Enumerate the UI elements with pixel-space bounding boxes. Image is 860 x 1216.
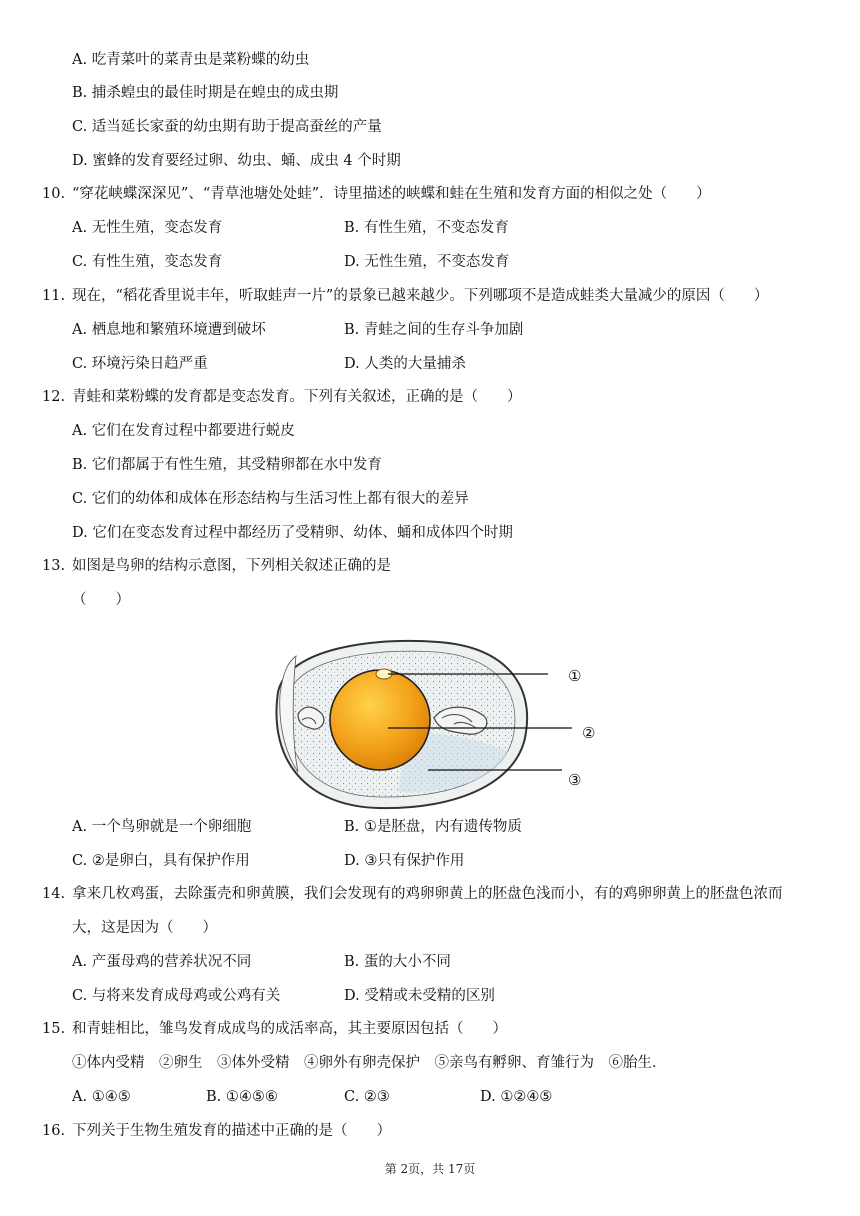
q9-option-b: B. 捕杀蝗虫的最佳时期是在蝗虫的成虫期 xyxy=(72,85,339,101)
q16-stem: 下列关于生物生殖发育的描述中正确的是（ ） xyxy=(72,1123,391,1139)
q15-stem: 和青蛙相比，雏鸟发育成成鸟的成活率高，其主要原因包括（ ） xyxy=(72,1021,507,1037)
page-footer: 第 2页，共 17页 xyxy=(384,1162,476,1176)
q12-option-b: B. 它们都属于有性生殖，其受精卵都在水中发育 xyxy=(72,457,382,473)
q15-option-b: B. ①④⑤⑥ xyxy=(206,1089,278,1105)
q13-option-b: B. ①是胚盘，内有遗传物质 xyxy=(344,819,522,835)
q13-number: 13. xyxy=(42,558,66,574)
q15-option-a: A. ①④⑤ xyxy=(72,1089,131,1105)
q10-option-b: B. 有性生殖，不变态发育 xyxy=(344,220,509,236)
q12-option-c: C. 它们的幼体和成体在形态结构与生活习性上都有很大的差异 xyxy=(72,491,469,507)
q10-option-d: D. 无性生殖，不变态发育 xyxy=(344,254,510,270)
q11-option-b: B. 青蛙之间的生存斗争加剧 xyxy=(344,322,524,338)
q11-option-d: D. 人类的大量捕杀 xyxy=(344,356,466,372)
q13-stem: 如图是鸟卵的结构示意图，下列相关叙述正确的是 xyxy=(72,558,391,574)
q12-number: 12. xyxy=(42,389,66,405)
q12-option-d: D. 它们在变态发育过程中都经历了受精卵、幼体、蛹和成体四个时期 xyxy=(72,525,513,541)
q11-number: 11. xyxy=(42,288,66,304)
q14-option-c: C. 与将来发育成母鸡或公鸡有关 xyxy=(72,988,281,1004)
q15-items: ①体内受精 ②卵生 ③体外受精 ④卵外有卵壳保护 ⑤亲鸟有孵卵、育雏行为 ⑥胎生． xyxy=(72,1055,667,1071)
diagram-label-2: ② xyxy=(582,724,596,742)
q11-stem: 现在，“稻花香里说丰年，听取蛙声一片”的景象已越来越少。下列哪项不是造成蛙类大量减少的原因（ ） xyxy=(72,288,769,304)
diagram-label-3: ③ xyxy=(568,771,582,789)
q9-option-a: A. 吃青菜叶的菜青虫是菜粉蝶的幼虫 xyxy=(72,52,310,68)
q15-option-c: C. ②③ xyxy=(344,1089,390,1105)
q14-option-a: A. 产蛋母鸡的营养状况不同 xyxy=(72,954,252,970)
q10-option-c: C. 有性生殖，变态发育 xyxy=(72,254,223,270)
q14-option-b: B. 蛋的大小不同 xyxy=(344,954,451,970)
q11-option-c: C. 环境污染日趋严重 xyxy=(72,356,208,372)
bird-egg-diagram xyxy=(258,632,598,814)
q10-stem: “穿花峡蝶深深见”、“青草池塘处处蛙”．诗里描述的峡蝶和蛙在生殖和发育方面的相似之处（ ） xyxy=(72,186,711,202)
q14-option-d: D. 受精或未受精的区别 xyxy=(344,988,495,1004)
q12-option-a: A. 它们在发育过程中都要进行蜕皮 xyxy=(72,423,295,439)
q13-option-a: A. 一个鸟卵就是一个卵细胞 xyxy=(72,819,252,835)
q9-option-d: D. 蜜蜂的发育要经过卵、幼虫、蛹、成虫 4 个时期 xyxy=(72,153,401,169)
q13-option-d: D. ③只有保护作用 xyxy=(344,853,465,869)
q14-stem-line1: 拿来几枚鸡蛋，去除蛋壳和卵黄膜，我们会发现有的鸡卵卵黄上的胚盘色浅而小，有的鸡卵卵黄上的胚盘色浓而 xyxy=(72,886,783,902)
q10-number: 10. xyxy=(42,186,66,202)
q10-option-a: A. 无性生殖，变态发育 xyxy=(72,220,223,236)
q14-stem-line2: 大，这是因为（ ） xyxy=(72,920,217,936)
diagram-label-1: ① xyxy=(568,667,582,685)
q16-number: 16. xyxy=(42,1123,66,1139)
q15-option-d: D. ①②④⑤ xyxy=(480,1089,553,1105)
q13-answer-paren: （ ） xyxy=(72,592,130,608)
q15-number: 15. xyxy=(42,1021,66,1037)
q14-number: 14. xyxy=(42,886,66,902)
egg-yolk xyxy=(330,670,430,770)
q12-stem: 青蛙和菜粉蝶的发育都是变态发育。下列有关叙述，正确的是（ ） xyxy=(72,389,522,405)
q9-option-c: C. 适当延长家蚕的幼虫期有助于提高蚕丝的产量 xyxy=(72,119,382,135)
q11-option-a: A. 栖息地和繁殖环境遭到破坏 xyxy=(72,322,266,338)
q13-option-c: C. ②是卵白，具有保护作用 xyxy=(72,853,250,869)
